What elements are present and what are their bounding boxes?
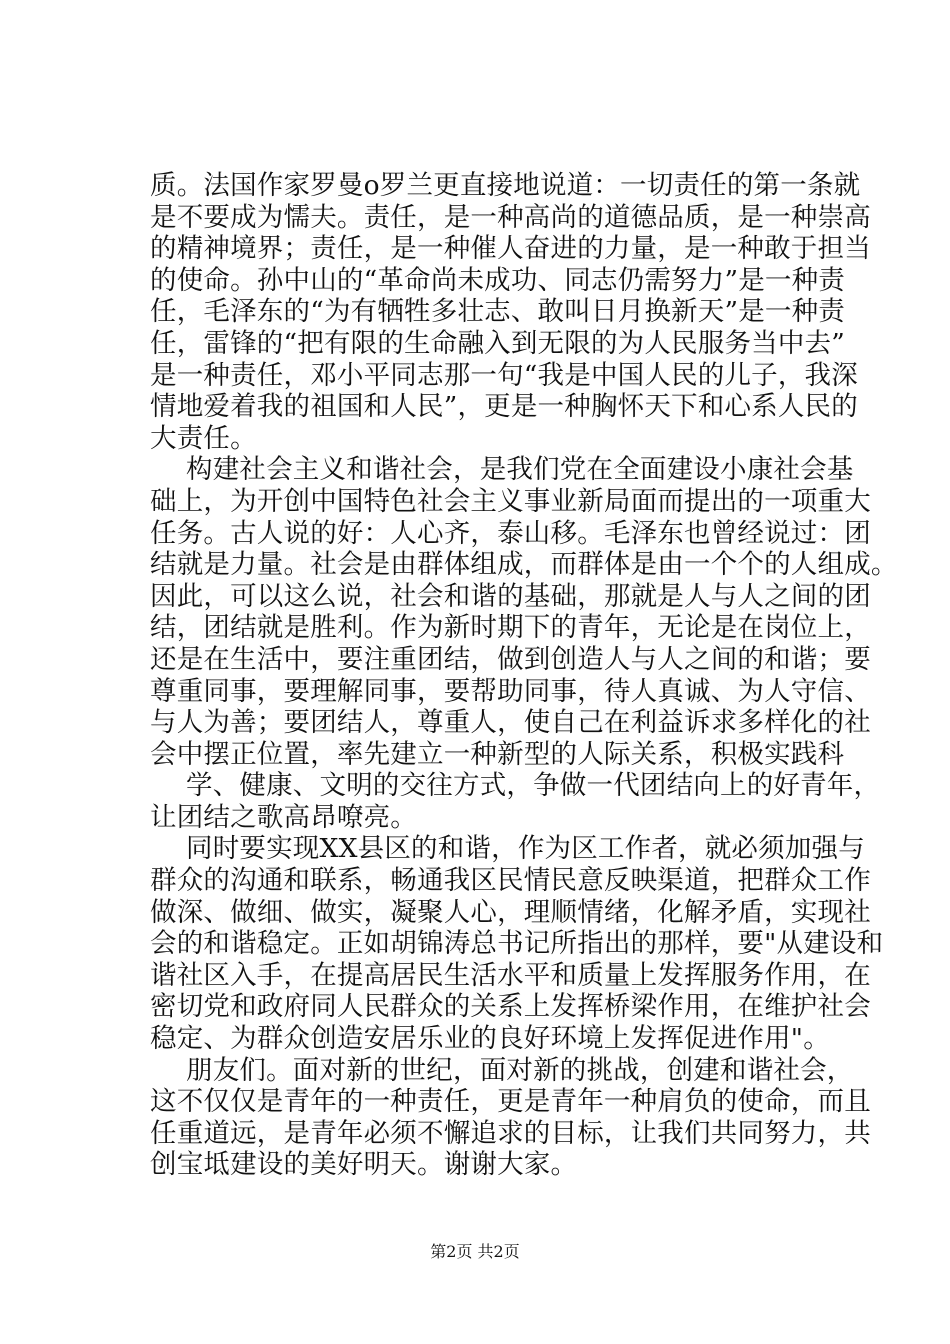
text-line: 创宝坻建设的美好明天。谢谢大家。 [150,1149,578,1181]
text-line: 结就是力量。社会是由群体组成，而群体是由一个个的人组成。 [150,549,898,581]
text-line: 会中摆正位置，率先建立一种新型的人际关系，积极实践科 [150,738,845,770]
text-line: 的使命。孙中山的“革命尚未成功、同志仍需努力”是一种责 [150,264,845,296]
text-line: 密切党和政府同人民群众的关系上发挥桥梁作用，在维护社会 [150,991,871,1023]
text-line: 稳定、为群众创造安居乐业的良好环境上发挥促进作用"。 [150,1023,830,1055]
text-line: 任，雷锋的“把有限的生命融入到无限的为人民服务当中去” [150,327,845,359]
text-line: 这不仅仅是青年的一种责任，更是青年一种肩负的使命，而且 [150,1086,871,1118]
text-line: 让团结之歌高昂嘹亮。 [150,801,417,833]
text-line: 任重道远，是青年必须不懈追求的目标，让我们共同努力，共 [150,1117,871,1149]
text-line: 结，团结就是胜利。作为新时期下的青年，无论是在岗位上， [150,612,871,644]
text-line: 与人为善；要团结人，尊重人，使自己在利益诉求多样化的社 [150,707,871,739]
text-line: 群众的沟通和联系，畅通我区民情民意反映渠道，把群众工作 [150,865,871,897]
text-line: 任务。古人说的好：人心齐，泰山移。毛泽东也曾经说过：团 [150,517,871,549]
text-line: 因此，可以这么说，社会和谐的基础，那就是人与人之间的团 [150,580,871,612]
text-line: 是不要成为懦夫。责任，是一种高尚的道德品质，是一种崇高 [150,201,871,233]
text-line: 任，毛泽东的“为有牺牲多壮志、敢叫日月换新天”是一种责 [150,296,845,328]
text-line: 大责任。 [150,422,257,454]
text-line: 还是在生活中，要注重团结，做到创造人与人之间的和谐；要 [150,643,871,675]
text-line: 谐社区入手，在提高居民生活水平和质量上发挥服务作用，在 [150,959,871,991]
text-line: 情地爱着我的祖国和人民”，更是一种胸怀天下和心系人民的 [150,391,858,423]
text-line: 的精神境界；责任，是一种催人奋进的力量，是一种敢于担当 [150,233,871,265]
paragraph-start-line: 学、健康、文明的交往方式，争做一代团结向上的好青年， [186,770,881,802]
text-line: 质。法国作家罗曼o罗兰更直接地说道：一切责任的第一条就 [150,170,861,201]
paragraph-start-line: 同时要实现XX县区的和谐，作为区工作者，就必须加强与 [186,833,865,865]
text-line: 是一种责任，邓小平同志那一句“我是中国人民的儿子，我深 [150,359,858,391]
page-number-footer: 第2页 共2页 [430,1242,520,1261]
text-line: 做深、做细、做实，凝聚人心，理顺情绪，化解矛盾，实现社 [150,896,871,928]
paragraph-start-line: 朋友们。面对新的世纪，面对新的挑战，创建和谐社会， [186,1054,854,1086]
text-line: 会的和谐稳定。正如胡锦涛总书记所指出的那样，要"从建设和 [150,928,884,960]
paragraph-start-line: 构建社会主义和谐社会，是我们党在全面建设小康社会基 [186,454,854,486]
document-body [150,170,898,1181]
text-line: 尊重同事，要理解同事，要帮助同事，待人真诚、为人守信、 [150,675,871,707]
text-line: 础上，为开创中国特色社会主义事业新局面而提出的一项重大 [150,485,871,517]
